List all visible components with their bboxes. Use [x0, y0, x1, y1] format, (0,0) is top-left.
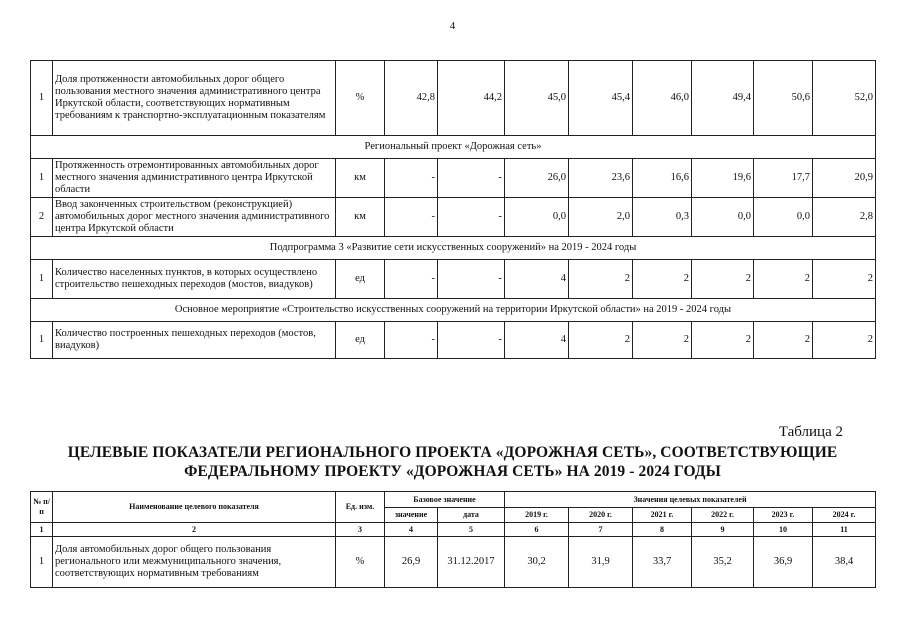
value-cell: 26,0 [505, 159, 569, 198]
value-cell: 0,0 [505, 198, 569, 237]
value-cell: 38,4 [813, 537, 876, 588]
section-title: Региональный проект «Дорожная сеть» [31, 136, 876, 159]
table-row [31, 159, 876, 198]
value-cell: 20,9 [813, 159, 876, 198]
value-cell: 0,3 [633, 198, 692, 237]
header-year: 2020 г. [569, 508, 633, 523]
value-cell: - [438, 198, 505, 237]
indicator-name: Доля автомобильных дорог общего пользования регионального или межмуниципального значения, соответствующих нормативным требованиям [53, 537, 336, 588]
value-cell: 2 [692, 322, 754, 359]
indicator-name: Количество населенных пунктов, в которых осуществлено строительство пешеходных переходов (мостов, виадуков) [53, 260, 336, 299]
table-row [31, 322, 876, 359]
value-cell: - [438, 159, 505, 198]
indicator-name: Ввод законченных строительством (реконструкцией) автомобильных дорог местного значения административного центра Иркутской области [53, 198, 336, 237]
column-number: 3 [336, 523, 385, 537]
section-title: Основное мероприятие «Строительство искусственных сооружений на территории Иркутской области» на 2019 - 2024 годы [31, 299, 876, 322]
column-number: 8 [633, 523, 692, 537]
value-cell: 30,2 [505, 537, 569, 588]
row-index: 2 [31, 198, 53, 237]
value-cell: 2 [813, 322, 876, 359]
unit-cell: % [336, 61, 385, 136]
section-row [31, 136, 876, 159]
value-cell: 31,9 [569, 537, 633, 588]
value-cell: 33,7 [633, 537, 692, 588]
value-cell: 4 [505, 322, 569, 359]
value-cell: 46,0 [633, 61, 692, 136]
header-unit: Ед. изм. [336, 492, 385, 523]
value-cell: 17,7 [754, 159, 813, 198]
header-year: 2024 г. [813, 508, 876, 523]
value-cell: 19,6 [692, 159, 754, 198]
value-cell: 44,2 [438, 61, 505, 136]
value-cell: 26,9 [385, 537, 438, 588]
value-cell: 2,0 [569, 198, 633, 237]
indicator-name: Количество построенных пешеходных переходов (мостов, виадуков) [53, 322, 336, 359]
section-title: Подпрограмма 3 «Развитие сети искусственных сооружений» на 2019 - 2024 годы [31, 237, 876, 260]
section-row [31, 237, 876, 260]
indicator-name: Протяженность отремонтированных автомобильных дорог местного значения административного центра Иркутской области [53, 159, 336, 198]
value-cell: 52,0 [813, 61, 876, 136]
value-cell: 2 [633, 322, 692, 359]
value-cell: - [385, 322, 438, 359]
value-cell: - [385, 159, 438, 198]
column-number: 5 [438, 523, 505, 537]
value-cell: 42,8 [385, 61, 438, 136]
row-index: 1 [31, 260, 53, 299]
value-cell: 35,2 [692, 537, 754, 588]
value-cell: - [385, 260, 438, 299]
indicator-name: Доля протяженности автомобильных дорог общего пользования местного значения административного центра Иркутской области, соответствующих нормативным требованиям к транспортно-эксплуатационным показателям [53, 61, 336, 136]
section-title [40, 443, 865, 481]
header-year: 2019 г. [505, 508, 569, 523]
row-index: 1 [31, 159, 53, 198]
value-cell: 2 [813, 260, 876, 299]
value-cell: 2 [569, 322, 633, 359]
header-year: 2023 г. [754, 508, 813, 523]
value-cell: 2 [754, 260, 813, 299]
table-row [31, 537, 876, 588]
value-cell: 2,8 [813, 198, 876, 237]
column-number: 4 [385, 523, 438, 537]
header-base: Базовое значение [385, 492, 505, 508]
title-line-1: ЦЕЛЕВЫЕ ПОКАЗАТЕЛИ РЕГИОНАЛЬНОГО ПРОЕКТА «ДОРОЖНАЯ СЕТЬ», СООТВЕТСТВУЮЩИЕ [67, 444, 838, 461]
column-number: 7 [569, 523, 633, 537]
column-number: 11 [813, 523, 876, 537]
value-cell: 2 [633, 260, 692, 299]
table-row [31, 260, 876, 299]
page-number: 4 [449, 20, 456, 32]
column-number: 6 [505, 523, 569, 537]
value-cell: 2 [692, 260, 754, 299]
header-year: 2022 г. [692, 508, 754, 523]
table-row [31, 61, 876, 136]
table-row [31, 198, 876, 237]
unit-cell: % [336, 537, 385, 588]
value-cell: 45,0 [505, 61, 569, 136]
header-year: 2021 г. [633, 508, 692, 523]
target-indicators-table [30, 491, 876, 588]
unit-cell: км [336, 198, 385, 237]
column-number: 2 [53, 523, 336, 537]
value-cell: 45,4 [569, 61, 633, 136]
unit-cell: ед [336, 322, 385, 359]
value-cell: 2 [754, 322, 813, 359]
column-number: 10 [754, 523, 813, 537]
header-value: значение [385, 508, 438, 523]
header-num: № п/п [31, 492, 53, 523]
table-label: Таблица 2 [778, 424, 843, 440]
value-cell: 31.12.2017 [438, 537, 505, 588]
value-cell: 23,6 [569, 159, 633, 198]
header-targets: Значения целевых показателей [505, 492, 876, 508]
unit-cell: км [336, 159, 385, 198]
value-cell: - [438, 322, 505, 359]
title-line-2: ФЕДЕРАЛЬНОМУ ПРОЕКТУ «ДОРОЖНАЯ СЕТЬ» НА 2019 - 2024 ГОДЫ [184, 463, 721, 480]
value-cell: 4 [505, 260, 569, 299]
column-number: 9 [692, 523, 754, 537]
header-date: дата [438, 508, 505, 523]
value-cell: 0,0 [692, 198, 754, 237]
value-cell: - [438, 260, 505, 299]
column-number: 1 [31, 523, 53, 537]
row-index: 1 [31, 322, 53, 359]
row-index: 1 [31, 537, 53, 588]
value-cell: 2 [569, 260, 633, 299]
unit-cell: ед [336, 260, 385, 299]
value-cell: - [385, 198, 438, 237]
value-cell: 49,4 [692, 61, 754, 136]
value-cell: 16,6 [633, 159, 692, 198]
row-index: 1 [31, 61, 53, 136]
indicators-table-continued [30, 60, 876, 359]
section-row [31, 299, 876, 322]
value-cell: 36,9 [754, 537, 813, 588]
value-cell: 50,6 [754, 61, 813, 136]
value-cell: 0,0 [754, 198, 813, 237]
header-name: Наименование целевого показателя [53, 492, 336, 523]
